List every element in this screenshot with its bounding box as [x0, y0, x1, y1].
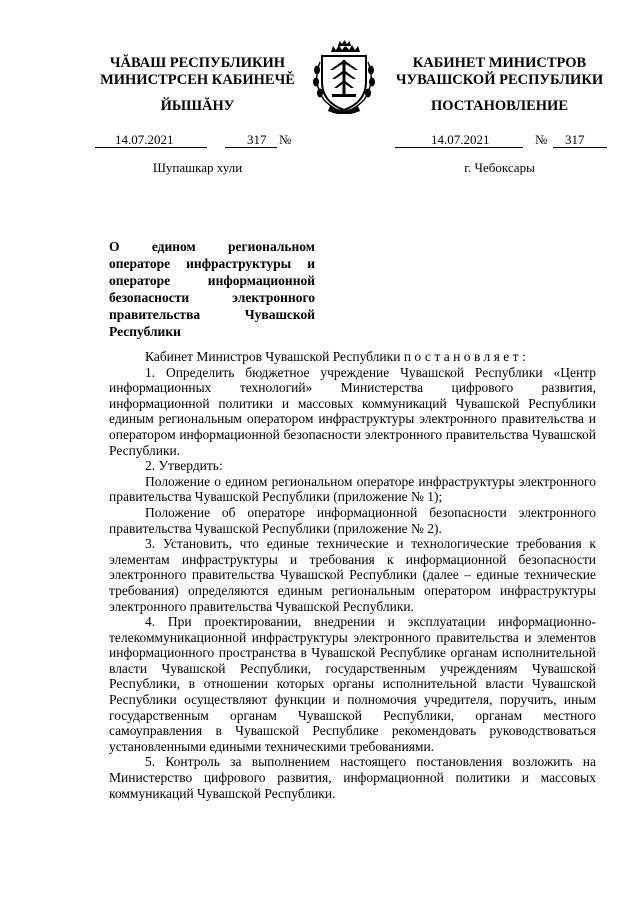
document-body	[109, 349, 596, 801]
doc-type-chuvash: ЙЫШĂНУ	[160, 98, 235, 114]
intro-verb: постановляет:	[403, 349, 530, 364]
place-russian: г. Чебоксары	[464, 160, 535, 175]
issuer-chuvash-line2: МИНИСТРСЕН КАБИНЕЧĚ	[100, 72, 295, 88]
doc-type-russian: ПОСТАНОВЛЕНИЕ	[430, 98, 568, 114]
number-sign-left: №	[279, 132, 292, 147]
number-right: 317	[565, 132, 585, 147]
paragraph-5: 5. Контроль за выполнением настоящего постановления возложить на Министерство цифрового развития, информационной политики и массовых коммуникаций Чувашской Республики.	[109, 754, 596, 801]
date-left: 14.07.2021	[115, 132, 174, 147]
paragraph-4: 4. При проектировании, внедрении и эксплуатации информационно-телекоммуникационной инфраструктуры электронного правительства и элементов информационного пространства в Чувашской Республике органам исполнительной власти Чувашской Республики, государственным учреждениям Чувашской Республики, в отношении которых органы исполнительной власти Чувашской Республики осуществляют функции и полномочия учредителя, поручить, иным государственным органам Чувашской Республики, органам местного самоуправления в Чувашской Республике рекомендовать руководствоваться установленными едиными техническими требованиями.	[109, 614, 596, 754]
paragraph-3: 3. Установить, что единые технические и технологические требования к элементам инфраструктуры и требования к информационной безопасности электронного правительства Чувашской Республики (далее – единые технические требования) определяются единым региональным оператором инфраструктуры электронного правительства Чувашской Республики.	[109, 536, 596, 614]
date-number-line-right	[395, 132, 607, 148]
issuer-russian-line2: ЧУВАШСКОЙ РЕСПУБЛИКИ	[395, 72, 604, 88]
intro-prefix: Кабинет Министров Чувашской Республики	[145, 349, 401, 364]
paragraph-2: 2. Утвердить:	[145, 458, 223, 474]
issuer-chuvash-line1: ЧĂВАШ РЕСПУБЛИКИН	[109, 55, 286, 71]
intro-paragraph	[109, 349, 596, 365]
date-right: 14.07.2021	[431, 132, 490, 147]
place-chuvash: Шупашкар хули	[152, 160, 243, 175]
paragraph-2b: Положение об операторе информационной безопасности электронного правительства Чувашской Республики (приложение № 2).	[109, 504, 596, 536]
date-number-line-left	[95, 132, 305, 148]
number-sign-right: №	[535, 132, 548, 147]
paragraph-2a: Положение о едином региональном операторе инфраструктуры электронного правительства Чувашской Республики (приложение № 1);	[109, 473, 596, 505]
issuer-russian	[392, 55, 607, 89]
number-left: 317	[247, 132, 267, 147]
document-subject: О едином региональном операторе инфраструктуры и операторе информационной безопасности электронного правительства Чувашской Республики	[109, 239, 315, 339]
paragraph-1: 1. Определить бюджетное учреждение Чувашской Республики «Центр информационных технологий» Министерства цифрового развития, информационной политики и массовых коммуникаций Чувашской Республики единым региональным оператором инфраструктуры электронного правительства и оператором информационной безопасности электронного правительства Чувашской Республики.	[109, 364, 596, 458]
issuer-chuvash	[95, 55, 300, 89]
issuer-russian-line1: КАБИНЕТ МИНИСТРОВ	[412, 55, 587, 71]
chuvash-republic-emblem-icon	[304, 38, 384, 114]
